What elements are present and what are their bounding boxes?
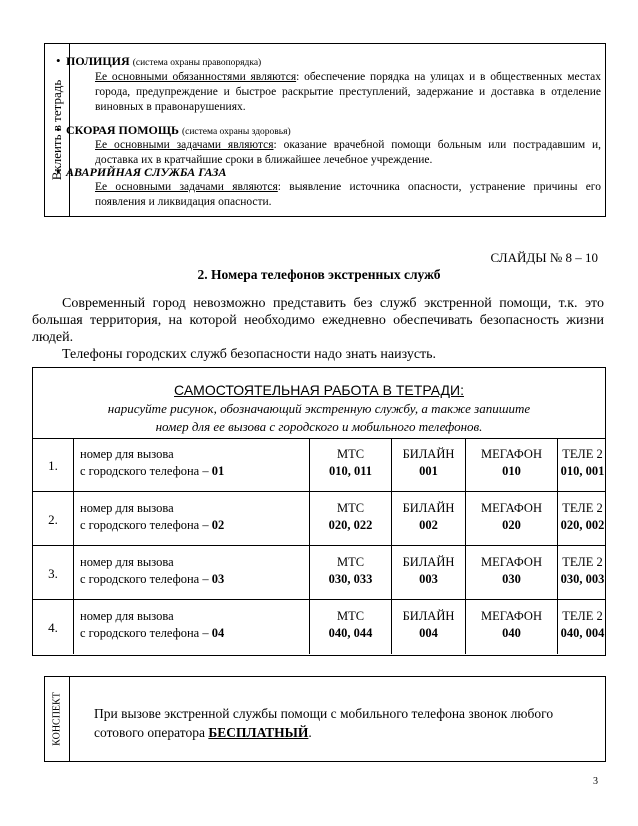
operator-number: 020 [502,518,521,532]
city-number: 04 [211,626,225,640]
operator-number: 040, 004 [560,626,605,640]
desc-line-1: номер для вызова [80,555,174,569]
desc-cell [73,546,309,599]
operator-name: МТС [336,447,365,461]
desc-cell [73,492,309,545]
operator-name: ТЕЛЕ 2 [562,447,603,461]
desc-line-2: с городского телефона – [80,626,212,640]
note-bold: БЕСПЛАТНЫЙ [208,725,309,740]
instruction-line-2: номер для ее вызова с городского и мобильного телефонов. [155,419,483,434]
beeline-cell [391,600,465,654]
slides-ref: СЛАЙДЫ № 8 – 10 [490,250,598,265]
table-title: САМОСТОЯТЕЛЬНАЯ РАБОТА В ТЕТРАДИ: [174,382,464,398]
operator-name: МЕГАФОН [481,555,542,569]
operator-name: МТС [336,501,365,515]
mts-cell [309,600,391,654]
beeline-cell [391,546,465,599]
operator-number: 010 [502,464,521,478]
operator-number: 004 [419,626,438,640]
megafon-cell [465,492,557,545]
city-number: 03 [211,572,225,586]
table-row [33,492,605,546]
table-row [33,438,605,492]
tele2-cell [557,492,607,545]
desc-line-1: номер для вызова [80,501,174,515]
note-end: . [308,725,312,740]
bullet-police [66,54,261,69]
tele2-cell [557,546,607,599]
operator-number: 030, 033 [328,572,373,586]
operator-number: 003 [419,572,438,586]
desc-line-2: с городского телефона – [80,518,212,532]
ambulance-text [95,138,601,168]
desc-cell [73,438,309,491]
side-label: Вклеить в тетрадь [49,79,64,181]
row-number-cell [33,600,73,654]
row-number-cell [33,492,73,545]
paragraph-2: Телефоны городских служб безопасности надо знать наизусть. [62,347,437,362]
operator-name: ТЕЛЕ 2 [562,501,603,515]
section-title: 2. Номера телефонов экстренных служб [197,267,441,282]
mts-cell [309,546,391,599]
operator-number: 001 [419,464,438,478]
police-text [95,70,601,115]
table-header [33,368,605,439]
mts-cell [309,492,391,545]
summary-side-label: КОНСПЕКТ [51,692,63,746]
police-body: : обеспечение порядка на улицах и в общественных местах города, предупреждение и быстрое раскрытие преступлений, задержание и доставка в отделение виновных в правонарушениях. [95,71,601,113]
bullet-gas [66,165,227,180]
desc-line-2: с городского телефона – [80,464,212,478]
gas-text [95,180,601,210]
instruction-line-1: нарисуйте рисунок, обозначающий экстренную службу, а также запишите [107,401,531,416]
table-row [33,546,605,600]
row-number: 4. [48,620,58,635]
bullet-ambulance [66,123,291,138]
desc-cell [73,600,309,654]
operator-number: 040, 044 [328,626,373,640]
note-text: При вызове экстренной службы помощи с мобильного телефона звонок любого сотового оператора [94,706,554,740]
phone-table [32,367,606,656]
table-row [33,600,605,654]
operator-name: МЕГАФОН [481,447,542,461]
operator-name: БИЛАЙН [402,609,455,623]
operator-name: МЕГАФОН [481,501,542,515]
operator-name: БИЛАЙН [402,447,455,461]
gas-lead: Ее основными задачами являются [95,181,278,193]
ambulance-body: : оказание врачебной помощи больным или пострадавшим и, доставка их в кратчайшие сроки в ближайшее лечебное учреждение. [95,139,601,166]
table-instruction [33,400,605,436]
city-number: 02 [211,518,225,532]
police-heading: ПОЛИЦИЯ [66,54,130,68]
gas-body: : выявление источника опасности, устранение причины его появления и ликвидация опасности. [95,181,601,208]
police-lead: Ее основными обязанностями являются [95,71,297,83]
megafon-cell [465,600,557,654]
operator-name: МТС [336,555,365,569]
summary-note [94,704,594,742]
ambulance-heading: СКОРАЯ ПОМОЩЬ [66,123,179,137]
tele2-cell [557,438,607,491]
row-number-cell [33,546,73,599]
operator-number: 030 [502,572,521,586]
operator-number: 020, 002 [560,518,605,532]
page-number: 3 [593,776,598,787]
operator-name: БИЛАЙН [402,555,455,569]
summary-side-cell [45,677,70,761]
row-number: 3. [48,566,58,581]
row-number: 2. [48,512,58,527]
operator-number: 002 [419,518,438,532]
police-sub: (система охраны правопорядка) [132,58,262,68]
operator-number: 030, 003 [560,572,605,586]
megafon-cell [465,438,557,491]
desc-line-1: номер для вызова [80,609,174,623]
tele2-cell [557,600,607,654]
operator-name: МТС [336,609,365,623]
ambulance-sub: (система охраны здоровья) [181,127,291,137]
desc-line-2: с городского телефона – [80,572,212,586]
paragraph-1: Современный город невозможно представить без служб экстренной помощи, т.к. это большая территория, на которой необходимо ежедневно обеспечивать безопасность жизни людей. [32,296,604,345]
operator-number: 020, 022 [328,518,373,532]
operator-name: БИЛАЙН [402,501,455,515]
operator-name: МЕГАФОН [481,609,542,623]
row-number: 1. [48,458,58,473]
mts-cell [309,438,391,491]
operator-number: 040 [502,626,521,640]
row-number-cell [33,438,73,491]
city-number: 01 [211,464,225,478]
operator-number: 010, 011 [328,464,373,478]
operator-name: ТЕЛЕ 2 [562,555,603,569]
beeline-cell [391,438,465,491]
beeline-cell [391,492,465,545]
desc-line-1: номер для вызова [80,447,174,461]
ambulance-lead: Ее основными задачами являются [95,139,274,151]
operator-name: ТЕЛЕ 2 [562,609,603,623]
gas-heading: АВАРИЙНАЯ СЛУЖБА ГАЗА [66,165,227,179]
megafon-cell [465,546,557,599]
operator-number: 010, 001 [560,464,605,478]
